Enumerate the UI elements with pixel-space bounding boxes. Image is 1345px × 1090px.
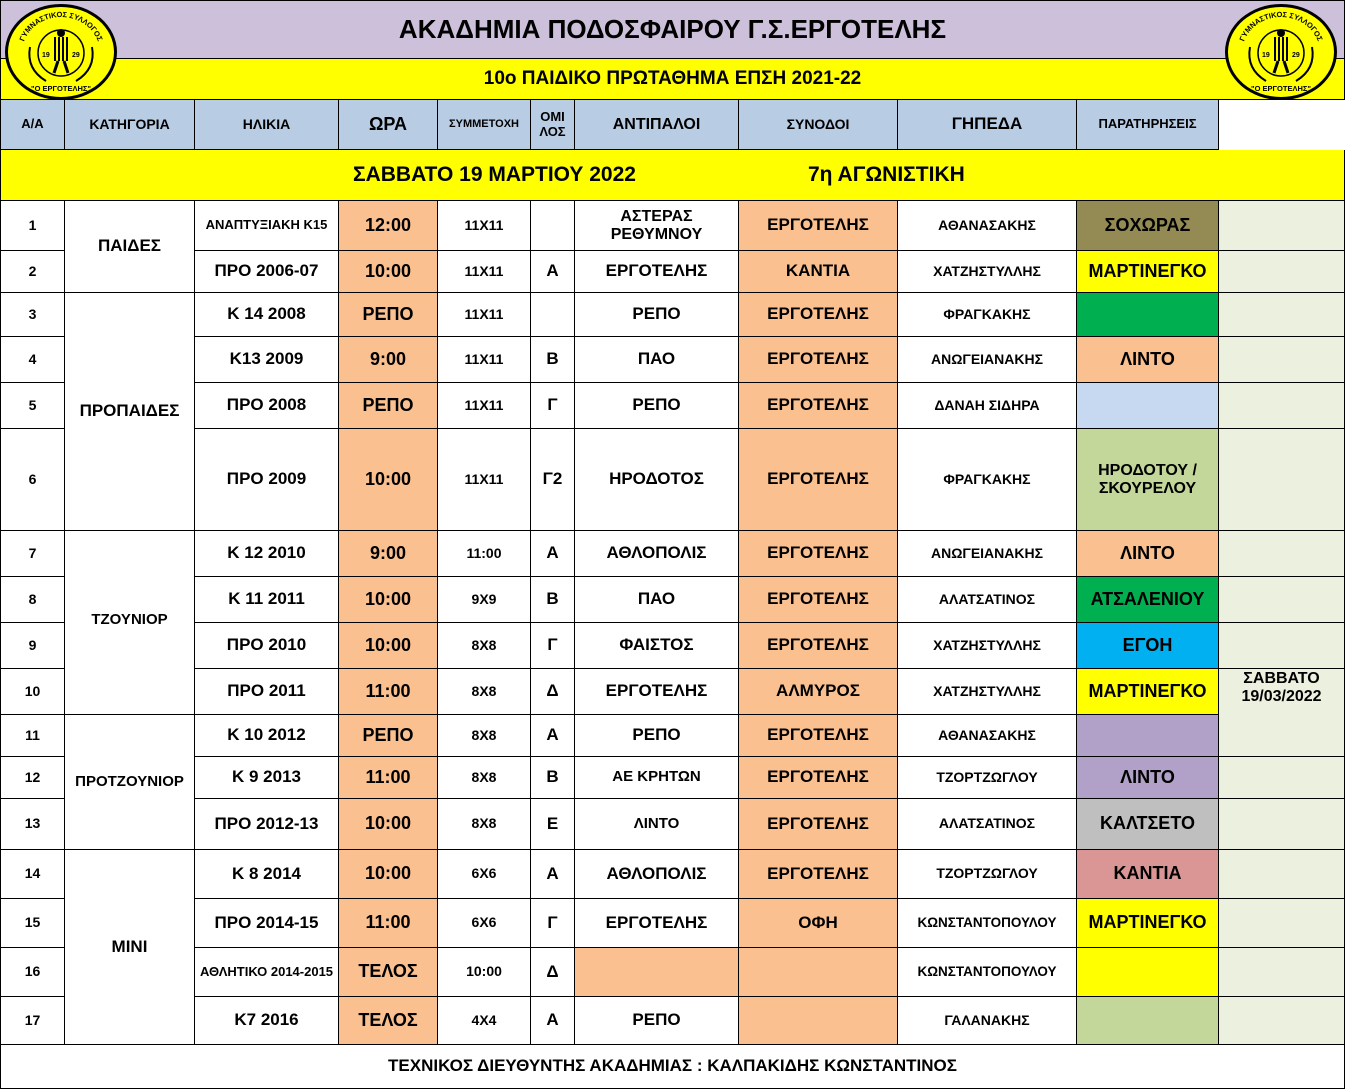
num-cell: 14 — [0, 850, 65, 899]
notes-cell — [1219, 201, 1345, 251]
venue-cell: ΛΙΝΤΟ — [1077, 337, 1219, 383]
home-cell: ΑΣΤΕΡΑΣ ΡΕΘΥΜΝΟΥ — [575, 201, 739, 251]
group-cell: Α — [531, 997, 575, 1045]
crest-year-left: 19 — [42, 52, 50, 59]
away-cell — [739, 948, 898, 997]
venue-cell — [1077, 293, 1219, 337]
category-cell: ΠΡΟΠΑΙΔΕΣ — [65, 293, 195, 531]
away-cell: ΕΡΓΟΤΕΛΗΣ — [739, 715, 898, 757]
age-cell: Κ7 2016 — [195, 997, 339, 1045]
column-header: ΓΗΠΕΔΑ — [898, 100, 1077, 150]
away-cell: ΕΡΓΟΤΕΛΗΣ — [739, 757, 898, 799]
notes-cell — [1219, 757, 1345, 799]
venue-cell: ΚΑΝΤΙΑ — [1077, 850, 1219, 899]
away-cell: ΚΑΝΤΙΑ — [739, 251, 898, 293]
crest-club-name: "Ο ΕΡΓΟΤΕΛΗΣ" — [31, 84, 91, 93]
notes-cell — [1219, 293, 1345, 337]
num-cell: 13 — [0, 799, 65, 850]
notes-cell — [1219, 850, 1345, 899]
home-cell: ΡΕΠΟ — [575, 997, 739, 1045]
time-cell: 12:00 — [339, 201, 438, 251]
time-cell: 9:00 — [339, 337, 438, 383]
home-cell: ΑΕ ΚΡΗΤΩΝ — [575, 757, 739, 799]
group-cell: Α — [531, 251, 575, 293]
category-cell: ΠΡΟΤΖΟΥΝΙΟΡ — [65, 715, 195, 850]
age-cell: ΠΡΟ 2006-07 — [195, 251, 339, 293]
notes-cell — [1219, 251, 1345, 293]
away-cell — [739, 997, 898, 1045]
group-cell: Γ2 — [531, 429, 575, 531]
age-cell: Κ 9 2013 — [195, 757, 339, 799]
notes-cell — [1219, 623, 1345, 669]
time-cell: 10:00 — [339, 577, 438, 623]
home-cell: ΠΑΟ — [575, 577, 739, 623]
format-cell: 10:00 — [438, 948, 531, 997]
escort-cell: ΑΝΩΓΕΙΑΝΑΚΗΣ — [898, 337, 1077, 383]
age-cell: ΠΡΟ 2012-13 — [195, 799, 339, 850]
num-cell: 12 — [0, 757, 65, 799]
crest-club-name: "Ο ΕΡΓΟΤΕΛΗΣ" — [1251, 84, 1311, 93]
away-cell: ΕΡΓΟΤΕΛΗΣ — [739, 531, 898, 577]
venue-cell — [1077, 997, 1219, 1045]
notes-cell — [1219, 948, 1345, 997]
away-cell: ΕΡΓΟΤΕΛΗΣ — [739, 383, 898, 429]
format-cell: 8Χ8 — [438, 669, 531, 715]
escort-cell: ΤΖΟΡΤΖΩΓΛΟΥ — [898, 850, 1077, 899]
club-crest-icon — [1228, 7, 1334, 97]
format-cell: 8Χ8 — [438, 715, 531, 757]
escort-cell: ΦΡΑΓΚΑΚΗΣ — [898, 293, 1077, 337]
notes-cell — [1219, 899, 1345, 948]
format-cell: 8Χ8 — [438, 799, 531, 850]
venue-cell: ΗΡΟΔΟΤΟΥ / ΣΚΟΥΡΕΛΟΥ — [1077, 429, 1219, 531]
notes-cell — [1219, 531, 1345, 577]
format-cell: 8Χ8 — [438, 623, 531, 669]
num-cell: 15 — [0, 899, 65, 948]
home-cell: ΗΡΟΔΟΤΟΣ — [575, 429, 739, 531]
num-cell: 17 — [0, 997, 65, 1045]
group-cell: Α — [531, 715, 575, 757]
escort-cell: ΧΑΤΖΗΣΤΥΛΛΗΣ — [898, 623, 1077, 669]
time-cell: 10:00 — [339, 429, 438, 531]
num-cell: 4 — [0, 337, 65, 383]
away-cell: ΕΡΓΟΤΕΛΗΣ — [739, 201, 898, 251]
column-header: ΟΜΙ ΛΟΣ — [531, 100, 575, 150]
num-cell: 2 — [0, 251, 65, 293]
time-cell: 10:00 — [339, 850, 438, 899]
away-cell: ΕΡΓΟΤΕΛΗΣ — [739, 623, 898, 669]
escort-cell: ΦΡΑΓΚΑΚΗΣ — [898, 429, 1077, 531]
column-header: ΣΥΜΜΕΤΟΧΗ — [438, 100, 531, 150]
home-cell — [575, 948, 739, 997]
num-cell: 9 — [0, 623, 65, 669]
away-cell: ΕΡΓΟΤΕΛΗΣ — [739, 293, 898, 337]
category-cell: ΤΖΟΥΝΙΟΡ — [65, 531, 195, 715]
venue-cell: ΣΟΧΩΡΑΣ — [1077, 201, 1219, 251]
venue-cell: ΜΑΡΤΙΝΕΓΚΟ — [1077, 669, 1219, 715]
club-crest-icon — [8, 7, 114, 97]
category-cell: ΠΑΙΔΕΣ — [65, 201, 195, 293]
time-cell: 9:00 — [339, 531, 438, 577]
crest-year-right: 29 — [1292, 52, 1300, 59]
time-cell: ΡΕΠΟ — [339, 383, 438, 429]
notes-cell — [1219, 337, 1345, 383]
venue-cell — [1077, 948, 1219, 997]
age-cell: Κ 12 2010 — [195, 531, 339, 577]
home-cell: ΦΑΙΣΤΟΣ — [575, 623, 739, 669]
venue-cell: ΛΙΝΤΟ — [1077, 531, 1219, 577]
day-banner — [0, 150, 1345, 201]
group-cell — [531, 201, 575, 251]
time-cell: ΤΕΛΟΣ — [339, 997, 438, 1045]
num-cell: 10 — [0, 669, 65, 715]
escort-cell: ΚΩΝΣΤΑΝΤΟΠΟΥΛΟΥ — [898, 899, 1077, 948]
escort-cell: ΑΘΑΝΑΣΑΚΗΣ — [898, 715, 1077, 757]
age-cell: Κ 10 2012 — [195, 715, 339, 757]
venue-cell — [1077, 715, 1219, 757]
time-cell: ΡΕΠΟ — [339, 715, 438, 757]
column-header: ΩΡΑ — [339, 100, 438, 150]
format-cell: 11Χ11 — [438, 383, 531, 429]
category-cell: MINI — [65, 850, 195, 1045]
age-cell: ΠΡΟ 2011 — [195, 669, 339, 715]
escort-cell: ΓΑΛΑΝΑΚΗΣ — [898, 997, 1077, 1045]
time-cell: ΤΕΛΟΣ — [339, 948, 438, 997]
format-cell: 11Χ11 — [438, 429, 531, 531]
age-cell: Κ 14 2008 — [195, 293, 339, 337]
num-cell: 6 — [0, 429, 65, 531]
escort-cell: ΑΛΑΤΣΑΤΙΝΟΣ — [898, 577, 1077, 623]
time-cell: 11:00 — [339, 757, 438, 799]
age-cell: Κ13 2009 — [195, 337, 339, 383]
escort-cell: ΑΛΑΤΣΑΤΙΝΟΣ — [898, 799, 1077, 850]
time-cell: 11:00 — [339, 899, 438, 948]
format-cell: 11Χ11 — [438, 201, 531, 251]
away-cell: ΑΛΜΥΡΟΣ — [739, 669, 898, 715]
format-cell: 6Χ6 — [438, 850, 531, 899]
day-date: ΣΑΒΒΑΤΟ 19 ΜΑΡΤΙΟΥ 2022 — [353, 163, 636, 187]
escort-cell: ΔΑΝΑΗ ΣΙΔΗΡΑ — [898, 383, 1077, 429]
day-round: 7η ΑΓΩΝΙΣΤΙΚΗ — [808, 163, 965, 187]
format-cell: 6Χ6 — [438, 899, 531, 948]
home-cell: ΡΕΠΟ — [575, 293, 739, 337]
venue-cell — [1077, 383, 1219, 429]
page-subtitle: 10ο ΠΑΙΔΙΚΟ ΠΡΩΤΑΘΗΜΑ ΕΠΣΗ 2021-22 — [0, 59, 1345, 100]
venue-cell: ΛΙΝΤΟ — [1077, 757, 1219, 799]
away-cell: ΕΡΓΟΤΕΛΗΣ — [739, 799, 898, 850]
num-cell: 3 — [0, 293, 65, 337]
format-cell: 4Χ4 — [438, 997, 531, 1045]
venue-cell: ΕΓΟΗ — [1077, 623, 1219, 669]
column-header: Α/Α — [0, 100, 65, 150]
away-cell: ΕΡΓΟΤΕΛΗΣ — [739, 337, 898, 383]
age-cell: Κ 8 2014 — [195, 850, 339, 899]
crest-ring-text: ΓΥΜΝΑΣΤΙΚΟΣ ΣΥΛΛΟΓΟΣ — [17, 9, 105, 43]
footer-director: ΤΕΧΝΙΚΟΣ ΔΙΕΥΘΥΝΤΗΣ ΑΚΑΔΗΜΙΑΣ : ΚΑΛΠΑΚΙΔΗΣ ΚΩΝΣΤΑΝΤΙΝΟΣ — [0, 1045, 1345, 1089]
escort-cell: ΧΑΤΖΗΣΤΥΛΛΗΣ — [898, 251, 1077, 293]
venue-cell: ΜΑΡΤΙΝΕΓΚΟ — [1077, 899, 1219, 948]
format-cell: 9Χ9 — [438, 577, 531, 623]
group-cell — [531, 293, 575, 337]
home-cell: ΑΘΛΟΠΟΛΙΣ — [575, 531, 739, 577]
notes-cell — [1219, 997, 1345, 1045]
notes-cell — [1219, 429, 1345, 531]
group-cell: Δ — [531, 948, 575, 997]
time-cell: ΡΕΠΟ — [339, 293, 438, 337]
group-cell: Β — [531, 757, 575, 799]
home-cell: ΡΕΠΟ — [575, 383, 739, 429]
crest-ring-text: ΓΥΜΝΑΣΤΙΚΟΣ ΣΥΛΛΟΓΟΣ — [1237, 9, 1325, 43]
escort-cell: ΤΖΟΡΤΖΩΓΛΟΥ — [898, 757, 1077, 799]
home-cell: ΕΡΓΟΤΕΛΗΣ — [575, 251, 739, 293]
home-cell: ΡΕΠΟ — [575, 715, 739, 757]
age-cell: ΑΝΑΠΤΥΞΙΑΚΗ Κ15 — [195, 201, 339, 251]
home-cell: ΠΑΟ — [575, 337, 739, 383]
num-cell: 8 — [0, 577, 65, 623]
home-cell: ΕΡΓΟΤΕΛΗΣ — [575, 669, 739, 715]
column-header: ΗΛΙΚΙΑ — [195, 100, 339, 150]
time-cell: 10:00 — [339, 623, 438, 669]
escort-cell: ΚΩΝΣΤΑΝΤΟΠΟΥΛΟΥ — [898, 948, 1077, 997]
away-cell: ΕΡΓΟΤΕΛΗΣ — [739, 577, 898, 623]
notes-cell: ΣΑΒΒΑΤΟ 19/03/2022 — [1219, 669, 1345, 757]
away-cell: ΕΡΓΟΤΕΛΗΣ — [739, 850, 898, 899]
group-cell: Γ — [531, 383, 575, 429]
home-cell: ΑΘΛΟΠΟΛΙΣ — [575, 850, 739, 899]
notes-cell — [1219, 799, 1345, 850]
age-cell: Κ 11 2011 — [195, 577, 339, 623]
format-cell: 11Χ11 — [438, 337, 531, 383]
club-logo-left — [5, 4, 117, 100]
age-cell: ΠΡΟ 2014-15 — [195, 899, 339, 948]
column-header: ΠΑΡΑΤΗΡΗΣΕΙΣ — [1077, 100, 1219, 150]
format-cell: 11Χ11 — [438, 251, 531, 293]
page-title: ΑΚΑΔΗΜΙΑ ΠΟΔΟΣΦΑΙΡΟΥ Γ.Σ.ΕΡΓΟΤΕΛΗΣ — [0, 0, 1345, 59]
num-cell: 5 — [0, 383, 65, 429]
home-cell: ΕΡΓΟΤΕΛΗΣ — [575, 899, 739, 948]
venue-cell: ΚΑΛΤΣΕΤΟ — [1077, 799, 1219, 850]
group-cell: Γ — [531, 623, 575, 669]
group-cell: Β — [531, 337, 575, 383]
format-cell: 11Χ11 — [438, 293, 531, 337]
club-logo-right — [1225, 4, 1337, 100]
num-cell: 7 — [0, 531, 65, 577]
format-cell: 11:00 — [438, 531, 531, 577]
num-cell: 11 — [0, 715, 65, 757]
group-cell: Δ — [531, 669, 575, 715]
crest-year-left: 19 — [1262, 52, 1270, 59]
home-cell: ΛΙΝΤΟ — [575, 799, 739, 850]
age-cell: ΠΡΟ 2009 — [195, 429, 339, 531]
column-header: ΑΝΤΙΠΑΛΟΙ — [575, 100, 739, 150]
num-cell: 16 — [0, 948, 65, 997]
away-cell: ΕΡΓΟΤΕΛΗΣ — [739, 429, 898, 531]
group-cell: Γ — [531, 899, 575, 948]
venue-cell: ΑΤΣΑΛΕΝΙΟΥ — [1077, 577, 1219, 623]
column-header: ΣΥΝΟΔΟΙ — [739, 100, 898, 150]
venue-cell: ΜΑΡΤΙΝΕΓΚΟ — [1077, 251, 1219, 293]
escort-cell: ΑΘΑΝΑΣΑΚΗΣ — [898, 201, 1077, 251]
age-cell: ΠΡΟ 2010 — [195, 623, 339, 669]
age-cell: ΠΡΟ 2008 — [195, 383, 339, 429]
format-cell: 8Χ8 — [438, 757, 531, 799]
time-cell: 11:00 — [339, 669, 438, 715]
notes-cell — [1219, 577, 1345, 623]
column-header: ΚΑΤΗΓΟΡΙΑ — [65, 100, 195, 150]
age-cell: ΑΘΛΗΤΙΚΟ 2014-2015 — [195, 948, 339, 997]
escort-cell: ΑΝΩΓΕΙΑΝΑΚΗΣ — [898, 531, 1077, 577]
away-cell: ΟΦΗ — [739, 899, 898, 948]
group-cell: Ε — [531, 799, 575, 850]
notes-cell — [1219, 383, 1345, 429]
group-cell: Α — [531, 850, 575, 899]
crest-year-right: 29 — [72, 52, 80, 59]
group-cell: Β — [531, 577, 575, 623]
escort-cell: ΧΑΤΖΗΣΤΥΛΛΗΣ — [898, 669, 1077, 715]
time-cell: 10:00 — [339, 799, 438, 850]
group-cell: Α — [531, 531, 575, 577]
num-cell: 1 — [0, 201, 65, 251]
time-cell: 10:00 — [339, 251, 438, 293]
